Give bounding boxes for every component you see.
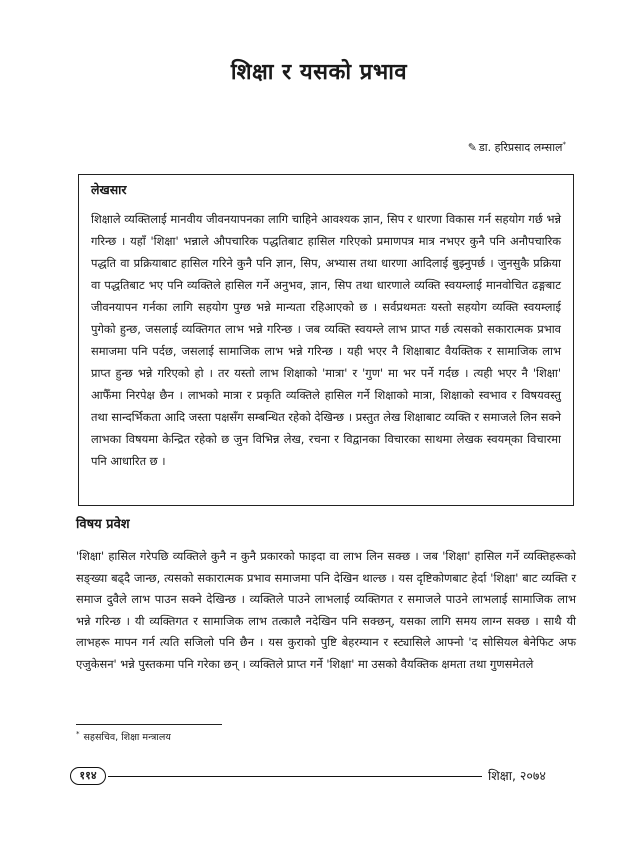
section-heading: विषय प्रवेश xyxy=(76,517,130,532)
page-number: ११४ xyxy=(70,767,106,785)
article-title: शिक्षा र यसको प्रभाव xyxy=(230,60,408,85)
pen-icon: ✎ xyxy=(467,141,477,154)
abstract-body: शिक्षाले व्यक्तिलाई मानवीय जीवनयापनका लागि चाहिने आवश्यक ज्ञान, सिप र धारणा विकास गर्न सहयोग गर्छ भन्ने गरिन्छ । यहाँ 'शिक्षा' भन्नाले औपचारिक पद्धतिबाट हासिल गरिएको प्रमाणपत्र मात्र नभएर कुनै पनि अनौपचारिक पद्धति वा प्रक्रियाबाट हासिल गरिने कुनै पनि ज्ञान, सिप, अभ्यास तथा धारणा आदिलाई बुझ्नुपर्छ । जुनसुकै प्रक्रिया वा पद्धतिबाट भए पनि व्यक्तिले हासिल गर्ने अनुभव, ज्ञान, सिप तथा धारणाले व्यक्ति स्वयम्लाई मानवोचित ढङ्गबाट जीवनयापन गर्नका लागि सहयोग पुग्छ भन्ने मान्यता रहिआएको छ । सर्वप्रथमतः यस्तो सहयोग व्यक्ति स्वयम्लाई पुगेको हुन्छ, जसलाई व्यक्तिगत लाभ भन्ने गरिन्छ । जब व्यक्ति स्वयम्ले लाभ प्राप्त गर्छ त्यसको सकारात्मक प्रभाव समाजमा पनि पर्दछ, जसलाई सामाजिक लाभ भन्ने गरिन्छ । यही भएर नै शिक्षाबाट वैयक्तिक र सामाजिक लाभ प्राप्त हुन्छ भन्ने गरिएको हो । तर यस्तो लाभ शिक्षाको 'मात्रा' र 'गुण' मा भर पर्ने गर्दछ । त्यही भएर नै 'शिक्षा' आफैँमा निरपेक्ष छैन । लाभको मात्रा र प्रकृति व्यक्तिले हासिल गर्ने शिक्षाको मात्रा, शिक्षाको स्वभाव र विषयवस्तु तथा सान्दर्भिकता आदि जस्ता पक्षसँग सम्बन्धित रहेको देखिन्छ । प्रस्तुत लेख शिक्षाबाट व्यक्ति र समाजले लिन सक्ने लाभका विषयमा केन्द्रित रहेको छ जुन विभिन्न लेख, रचना र विद्वानका विचारका साथमा लेखक स्वयम्‌का विचारमा पनि आधारित छ । xyxy=(91,212,561,468)
author-name: डा. हरिप्रसाद लम्साल xyxy=(478,141,563,154)
footnote-divider xyxy=(76,724,222,725)
footnote xyxy=(76,730,171,743)
abstract-box xyxy=(78,174,574,506)
journal-name: शिक्षा, २०७४ xyxy=(488,768,546,783)
footnote-text: सहसचिव, शिक्षा मन्त्रालय xyxy=(83,732,171,744)
abstract-heading: लेखसार xyxy=(91,182,127,197)
footer-divider xyxy=(108,776,482,777)
footnote-marker: * xyxy=(76,730,80,738)
author-line xyxy=(468,140,566,155)
section-body: 'शिक्षा' हासिल गरेपछि व्यक्तिले कुनै न कुनै प्रकारको फाइदा वा लाभ लिन सक्छ । जब 'शिक्षा' हासिल गर्ने व्यक्तिहरूको सङ्ख्या बढ्दै जान्छ, त्यसको सकारात्मक प्रभाव समाजमा पनि देखिन थाल्छ । यस दृष्टिकोणबाट हेर्दा 'शिक्षा' बाट व्यक्ति र समाज दुवैले लाभ पाउन सक्ने देखिन्छ । व्यक्तिले पाउने लाभलाई व्यक्तिगत र समाजले पाउने लाभलाई सामाजिक लाभ भन्ने गरिन्छ । यी व्यक्तिगत र सामाजिक लाभ तत्कालै नदेखिन पनि सक्छन्, यसका लागि समय लाग्न सक्छ । साथै यी लाभहरू मापन गर्न त्यति सजिलो पनि छैन । यस कुराको पुष्टि बेहरम्यान र स्ट्यासिले आफ्नो 'द सोसियल बेनेफिट अफ एजुकेसन' भन्ने पुस्तकमा पनि गरेका छन् । व्यक्तिले प्राप्त गर्ने 'शिक्षा' मा उसको वैयक्तिक क्षमता तथा गुणसमेतले xyxy=(76,549,576,671)
author-footnote-marker: * xyxy=(562,140,566,149)
